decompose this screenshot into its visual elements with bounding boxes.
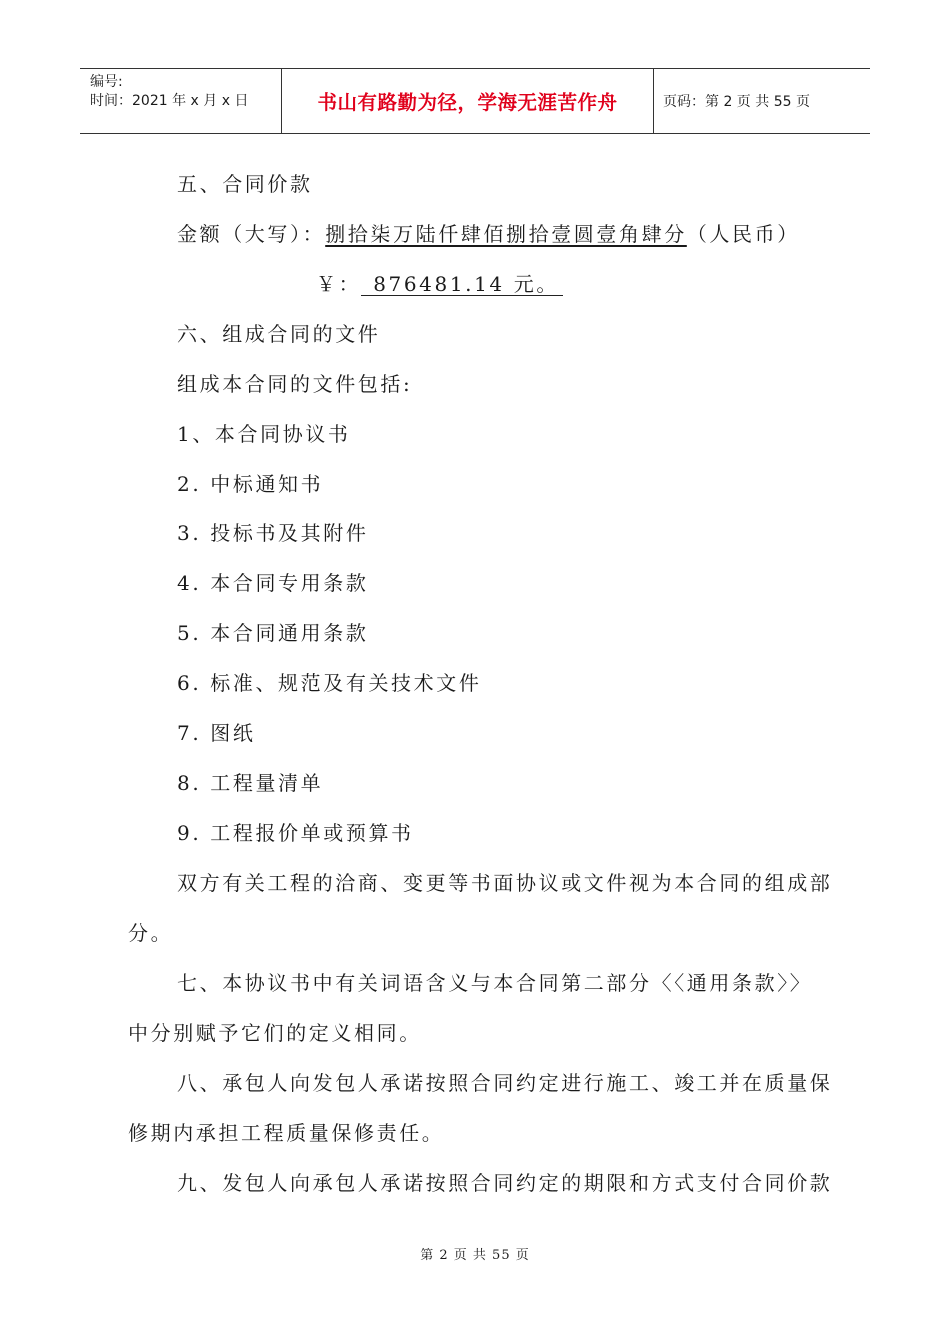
section-6-title: 六、组成合同的文件 <box>177 322 381 346</box>
amount-figure-line <box>316 272 563 296</box>
doc-item: 9. 工程报价单或预算书 <box>177 821 414 845</box>
amount-figure: 876481.14 元。 <box>361 273 563 296</box>
amount-suffix: （人民币） <box>686 222 800 246</box>
amount-in-words-line <box>177 222 800 246</box>
doc-item: 3. 投标书及其附件 <box>177 521 369 545</box>
docs-intro: 组成本合同的文件包括: <box>177 372 413 396</box>
section-9-line-1: 九、发包人向承包人承诺按照合同约定的期限和方式支付合同价款 <box>177 1171 833 1195</box>
doc-item: 5. 本合同通用条款 <box>177 621 369 645</box>
document-number-label: 编号: <box>90 74 123 90</box>
doc-item: 2. 中标通知书 <box>177 472 324 496</box>
document-time: 时间：2021 年 x 月 x 日 <box>90 93 249 109</box>
yen-prefix: ￥： <box>316 272 362 296</box>
amount-prefix: 金额（大写）： <box>177 222 326 246</box>
section-8-line-2: 修期内承担工程质量保修责任。 <box>128 1121 445 1145</box>
doc-item: 4. 本合同专用条款 <box>177 571 369 595</box>
section-5-title: 五、合同价款 <box>177 172 313 196</box>
section-7-line-1: 七、本协议书中有关词语含义与本合同第二部分〈〈通用条款〉〉 <box>177 971 813 995</box>
doc-item: 1、本合同协议书 <box>177 422 351 446</box>
doc-item: 7. 图纸 <box>177 721 256 745</box>
doc-item: 6. 标准、规范及有关技术文件 <box>177 671 482 695</box>
header-page-code: 页码：第 2 页 共 55 页 <box>663 94 810 110</box>
section-7-line-2: 中分别赋予它们的定义相同。 <box>128 1021 422 1045</box>
doc-item: 8. 工程量清单 <box>177 771 324 795</box>
document-header <box>80 68 870 134</box>
amount-words: 捌拾柒万陆仟肆佰捌拾壹圆壹角肆分 <box>325 222 687 246</box>
header-motto: 书山有路勤为径，学海无涯苦作舟 <box>282 69 654 133</box>
negotiation-paragraph-line-1: 双方有关工程的洽商、变更等书面协议或文件视为本合同的组成部 <box>177 871 833 895</box>
negotiation-paragraph-line-2: 分。 <box>128 921 174 945</box>
page-footer: 第 2 页 共 55 页 <box>420 1248 530 1263</box>
section-8-line-1: 八、承包人向发包人承诺按照合同约定进行施工、竣工并在质量保 <box>177 1071 833 1095</box>
header-meta <box>80 69 282 133</box>
